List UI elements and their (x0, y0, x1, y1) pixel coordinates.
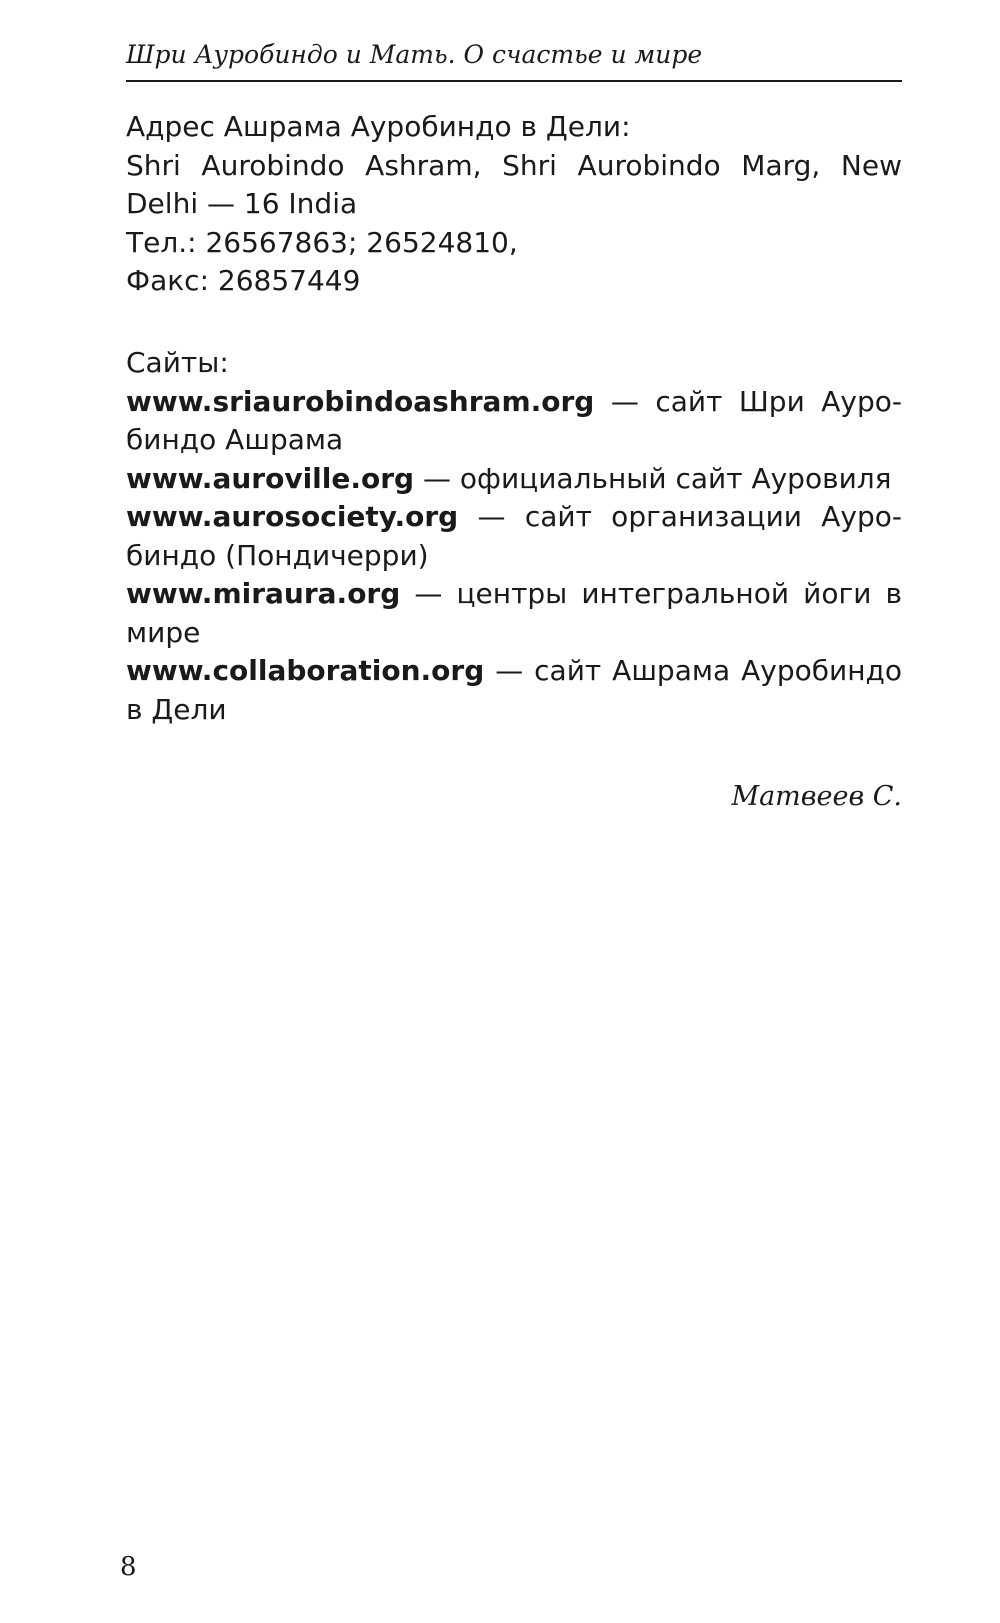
site-desc-miraura-2: мире (126, 615, 201, 649)
address-line-2: Delhi — 16 India (126, 187, 358, 220)
header-rule (126, 80, 902, 82)
site-entry-sriaurobindoashram (126, 383, 902, 422)
author-signature: Матвеев С. (731, 781, 902, 812)
site-entry-miraura (126, 575, 902, 614)
sites-heading: Сайты: (126, 346, 229, 379)
site-desc-aurosociety-2: биндо (Пондичерри) (126, 538, 429, 572)
site-desc-miraura-1: — центры интегральной йоги в (400, 577, 902, 610)
site-entry-aurosociety (126, 498, 902, 537)
address-phone: Тел.: 26567863; 26524810, (126, 225, 518, 259)
address-block (126, 108, 902, 301)
running-head-title: Шри Ауробиндо и Мать. О счастье и мире (126, 40, 703, 69)
site-url-aurosociety[interactable]: www.aurosociety.org (126, 500, 459, 533)
address-line-1: Shri Aurobindo Ashram, Shri Aurobindo Marg, New (126, 148, 902, 182)
site-url-collaboration[interactable]: www.collaboration.org (126, 654, 485, 687)
site-desc-aurosociety-1: — сайт организации Ауро- (458, 500, 902, 533)
site-url-miraura[interactable]: www.miraura.org (126, 577, 401, 610)
site-url-auroville[interactable]: www.auroville.org (126, 461, 415, 495)
address-heading: Адрес Ашрама Ауробиндо в Дели: (126, 110, 631, 143)
site-entry-collaboration (126, 652, 902, 691)
site-entry-auroville (126, 460, 902, 499)
site-desc-collaboration-1: — сайт Ашрама Ауробиндо (484, 654, 902, 687)
site-desc-collaboration-2: в Дели (126, 692, 227, 726)
address-fax: Факс: 26857449 (126, 264, 361, 297)
site-desc-sriaurobindoashram-1: — сайт Шри Ауро- (594, 384, 902, 418)
page-number: 8 (120, 1552, 137, 1582)
site-desc-sriaurobindoashram-2: биндо Ашрама (126, 423, 344, 456)
site-url-sriaurobindoashram[interactable]: www.sriaurobindoashram.org (126, 384, 595, 418)
sites-block (126, 344, 902, 729)
site-desc-auroville-1: — официальный сайт Ауровиля (414, 461, 892, 495)
